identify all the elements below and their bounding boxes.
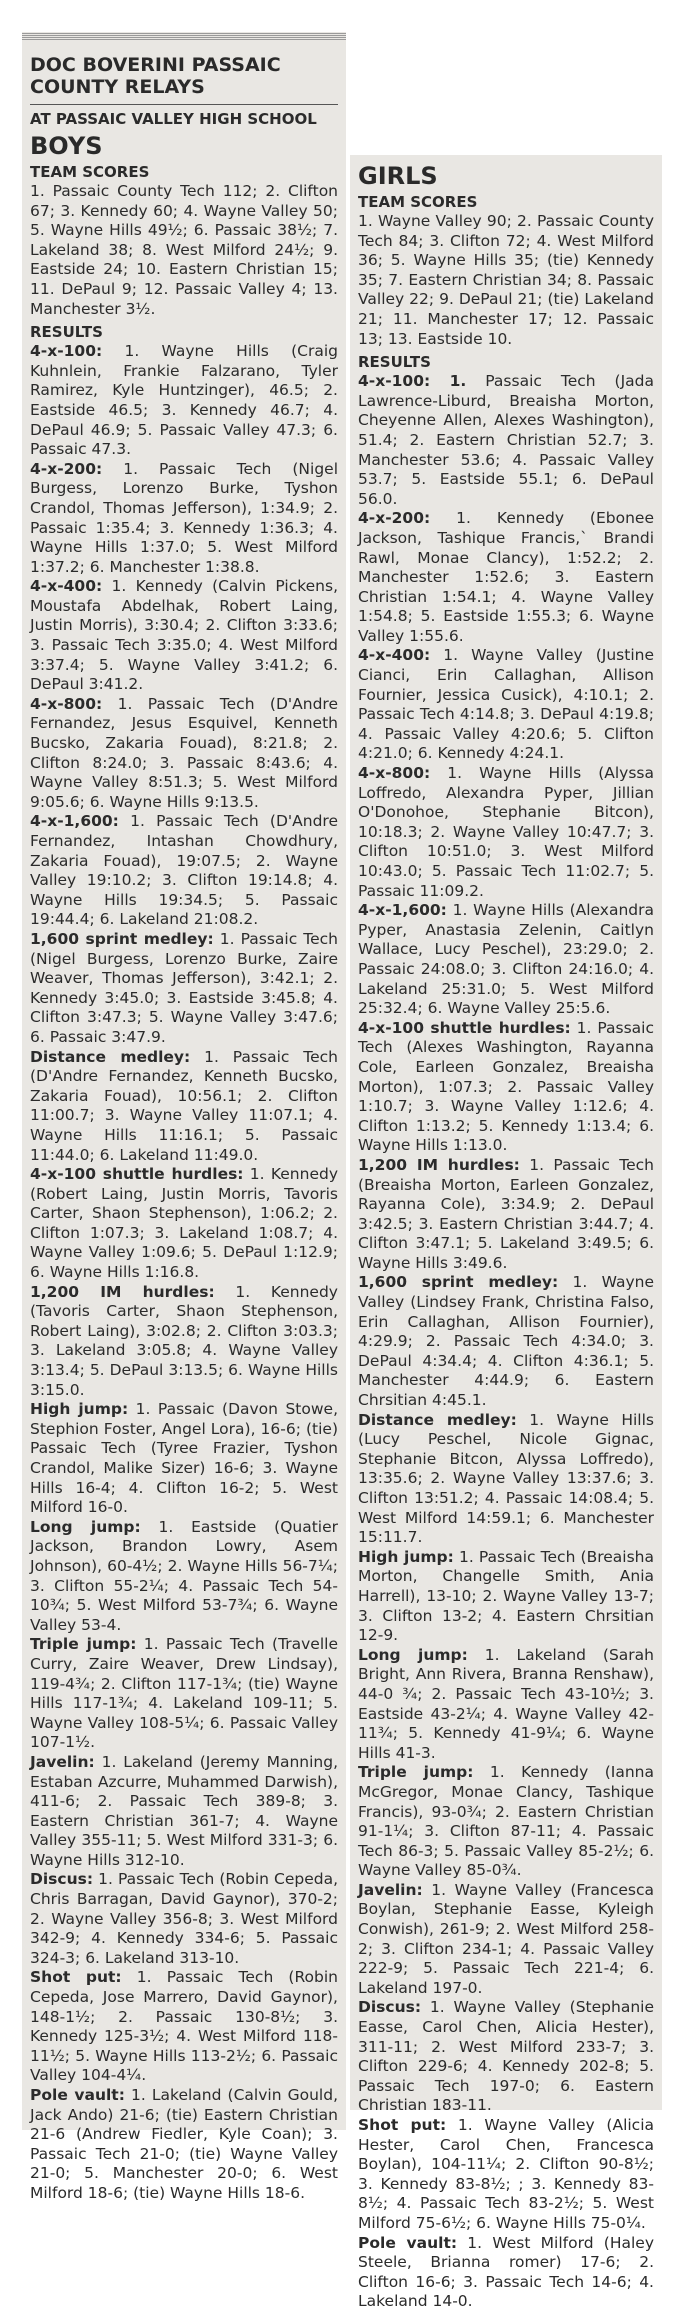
event-text: 1. Passaic Tech (Nigel Burgess, Lorenzo Burke, Tyshon Crandol, Thomas Jefferson), 1:34.9; 2. Passaic 1:35.4; 3. Kennedy 1:36.3; 4. Wayne Hills 1:37.0; 5. West Milford 1:37.2; 6. Manchester 1:38.8. xyxy=(30,459,338,576)
event-label: Shot put: xyxy=(30,1968,122,1987)
event-result xyxy=(358,1548,654,1646)
event-result xyxy=(358,1881,654,1999)
event-text: 1. Wayne Hills (Alyssa Loffredo, Alexandra Pyper, Jillian O'Donohoe, Stephanie Bitcon), 10:18.3; 2. Wayne Valley 10:47.7; 3. Clifton 10:51.0; 3. West Milford 10:43.0; 5. Passaic Tech 11:02.7; 5. Passaic 11:09.2. xyxy=(358,764,654,900)
event-text: 1. Lakeland (Sarah Bright, Ann Rivera, Branna Renshaw), 44-0 ¾; 2. Passaic Tech 43-10½; 3. Eastside 43-2¼; 4. Wayne Valley 42-11¾; 5. Kennedy 41-9¼; 6. Wayne Hills 41-3. xyxy=(358,1645,654,1762)
event-label: Javelin: xyxy=(358,1880,423,1899)
event-result xyxy=(30,342,338,460)
event-text: 1. Wayne Valley (Alicia Hester, Carol Chen, Francesca Boylan), 104-11¼; 2. Clifton 90-8½; 3. Kennedy 83-8½; ; 3. Kennedy 83-8½; 4. Passaic Tech 83-2½; 5. West Milford 75-6½; 6. Wayne Hills 75-0¼. xyxy=(358,2116,655,2232)
event-result xyxy=(30,1048,338,1166)
event-text: 1. Eastside (Quatier Jackson, Brandon Lowry, Asem Johnson), 60-4½; 2. Wayne Hills 56-7¼; 3. Clifton 55-2¼; 4. Passaic Tech 54-10¾; 5. West Milford 53-7¾; 6. Wayne Valley 53-4. xyxy=(30,1517,339,1634)
event-text: 1. Wayne Valley (Lindsey Frank, Christina Falso, Erin Callaghan, Allison Fournier), 4:29.9; 2. Passaic Tech 4:34.0; 3. DePaul 4:34.4; 4. Clifton 4:36.1; 5. Manchester 4:44.9; 6. Eastern Chrsitian 4:45.1. xyxy=(358,1273,654,1410)
event-result xyxy=(358,1273,654,1410)
event-label: Long jump: xyxy=(358,1645,468,1664)
event-text: 1. Passaic Tech (Travelle Curry, Zaire Weaver, Drew Lindsay), 119-4¾; 2. Clifton 117-1¾; (tie) Wayne Hills 117-1¾; 4. Lakeland 109-11; 5. Wayne Valley 108-5¼; 6. Passaic Valley 107-1½. xyxy=(30,1635,338,1752)
article-headline: DOC BOVERINI PASSAIC COUNTY RELAYS xyxy=(30,54,281,98)
event-text: 1. Kennedy (Calvin Pickens, Moustafa Abdelhak, Robert Laing, Justin Morris), 3:30.4; 2. Clifton 3:33.6; 3. Passaic Tech 3:35.0; 4. West Milford 3:37.4; 5. Wayne Valley 3:41.2; 6. DePaul 3:41.2. xyxy=(30,577,338,694)
event-label: 4-x-800: xyxy=(358,764,431,783)
event-text: 1. Wayne Valley (Francesca Boylan, Stephanie Easse, Kyleigh Conwish), 261-9; 2. West Milford 258-2; 3. Clifton 234-1; 4. Passaic Valley 222-9; 5. Passaic Tech 221-4; 6. Lakeland 197-0. xyxy=(358,1880,654,1997)
girls-section-title: GIRLS xyxy=(358,162,438,190)
girls-results-label: RESULTS xyxy=(358,353,431,372)
event-result xyxy=(358,509,654,646)
event-label: 4-x-100 shuttle hurdles: xyxy=(358,1018,571,1037)
event-label: 1,200 IM hurdles: xyxy=(30,1282,215,1301)
event-label: Long jump: xyxy=(30,1517,141,1536)
event-result xyxy=(30,1283,338,1401)
event-result xyxy=(358,1646,654,1764)
event-label: 4-x-800: xyxy=(30,694,103,713)
event-result xyxy=(30,577,338,695)
event-label: 4-x-100 shuttle hurdles: xyxy=(30,1165,244,1184)
event-text: 1. Passaic Tech (D'Andre Fernandez, Jesus Esquivel, Kenneth Bucsko, Zakaria Fouad), 8:21.8; 2. Clifton 8:24.0; 3. Passaic 8:43.6; 4. Wayne Valley 8:51.3; 5. West Milford 9:05.6; 6. Wayne Hills 9:13.5. xyxy=(30,694,338,811)
event-result xyxy=(30,1968,338,2086)
event-text: 1. Lakeland (Calvin Gould, Jack Ando) 21-6; (tie) Eastern Christian 21-6 (Andrew Fiedler, Kyle Coan); 3. Passaic Tech 21-0; (tie) Wayne Valley 21-0; 5. Manchester 20-0; 6. West Milford 18-6; (tie) Wayne Hills 18-6. xyxy=(30,2086,338,2202)
event-label: 4-x-200: xyxy=(358,509,431,528)
girls-team-scores: 1. Wayne Valley 90; 2. Passaic County Tech 84; 3. Clifton 72; 4. West Milford 36; 5. Wayne Hills 35; (tie) Kennedy 35; 7. Eastern Christian 34; 8. Passaic Valley 22; 9. DePaul 21; (tie) Lakeland 21; 11. Manchester 17; 12. Passaic 13; 13. Eastside 10. xyxy=(358,212,654,348)
event-label: 4-x-100: 1. xyxy=(358,372,467,391)
event-result xyxy=(30,2086,338,2204)
event-result xyxy=(358,1411,654,1548)
event-label: Triple jump: xyxy=(30,1635,137,1654)
event-label: Shot put: xyxy=(358,2116,447,2134)
event-text: 1. Passaic Tech (Breaisha Morton, Changelle Smith, Ania Harrell), 13-10; 2. Wayne Valley 13-7; 3. Clifton 13-2; 4. Eastern Chrsitian 12-9. xyxy=(358,1547,654,1645)
event-text: 1. Passaic (Davon Stowe, Stephion Foster, Angel Lora), 16-6; (tie) Passaic Tech (Tyree Frazier, Tyshon Crandol, Malike Sizer) 16-6; 3. Wayne Hills 16-4; 4. Clifton 16-2; 5. West Milford 16-0. xyxy=(30,1400,339,1517)
event-result xyxy=(358,1019,654,1156)
event-label: 4-x-1,600: xyxy=(358,901,447,920)
event-result xyxy=(358,2116,654,2234)
event-result xyxy=(30,1870,338,1968)
event-result xyxy=(30,1400,338,1518)
girls-team-scores-label: TEAM SCORES xyxy=(358,193,478,211)
event-text: 1. West Milford (Haley Steele, Brianna romer) 17-6; 2. Clifton 16-6; 3. Passaic Tech 14-6; 4. Lakeland 14-0. xyxy=(358,2233,654,2311)
event-result xyxy=(358,646,654,764)
event-label: Triple jump: xyxy=(358,1763,474,1782)
event-result xyxy=(358,1998,654,2116)
event-result xyxy=(30,695,338,813)
event-text: 1. Kennedy (Ianna McGregor, Monae Clancy, Tashique Francis), 93-0¾; 2. Eastern Christian 91-1¼; 3. Clifton 87-11; 4. Passaic Tech 86-3; 5. Passaic Valley 85-2½; 6. Wayne Valley 85-0¾. xyxy=(358,1763,654,1880)
event-text: 1. Lakeland (Jeremy Manning, Estaban Azcurre, Muhammed Darwish), 411-6; 2. Passaic Tech 389-8; 3. Eastern Christian 361-7; 4. Wayne Valley 355-11; 5. West Milford 331-3; 6. Wayne Hills 312-10. xyxy=(30,1752,338,1869)
event-label: Discus: xyxy=(30,1870,94,1889)
event-label: Distance medley: xyxy=(30,1047,191,1066)
event-text: 1. Passaic Tech (Robin Cepeda, Jose Marrero, David Gaynor), 148-1½; 2. Passaic 130-8½; 3. Kennedy 125-3½; 4. West Milford 118-11½; 5. Wayne Hills 113-2½; 6. Passaic Valley 104-4¼. xyxy=(30,1968,339,2085)
event-result xyxy=(30,1518,338,1636)
event-label: Javelin: xyxy=(30,1752,95,1771)
event-result xyxy=(30,1165,338,1283)
event-label: 4-x-400: xyxy=(30,577,103,596)
event-label: Distance medley: xyxy=(358,1410,517,1429)
event-label: High jump: xyxy=(30,1400,129,1419)
event-text: 1. Passaic Tech (Breaisha Morton, Earleen Gonzalez, Rayanna Cole), 3:34.9; 2. DePaul 3:42.5; 3. Eastern Christian 3:44.7; 4. Clifton 3:47.1; 5. Lakeland 3:49.5; 6. Wayne Hills 3:49.6. xyxy=(358,1155,654,1272)
event-label: 4-x-400: xyxy=(358,646,431,665)
boys-results-list xyxy=(30,342,338,2203)
event-text: 1. Passaic Tech (Alexes Washington, Rayanna Cole, Earleen Gonzalez, Breaisha Morton), 1:07.3; 2. Passaic Valley 1:10.7; 3. Wayne Valley 1:12.6; 4. Clifton 1:13.2; 5. Kennedy 1:13.4; 6. Wayne Hills 1:13.0. xyxy=(358,1018,654,1155)
boys-results-label: RESULTS xyxy=(30,323,103,342)
boys-section-title: BOYS xyxy=(30,132,103,160)
event-result xyxy=(358,2234,654,2312)
event-text: 1. Passaic Tech (Nigel Burgess, Lorenzo Burke, Zaire Weaver, Thomas Jefferson), 3:42.1; 2. Kennedy 3:45.0; 3. Eastside 3:45.8; 4. Clifton 3:47.3; 5. Wayne Valley 3:47.6; 6. Passaic 3:47.9. xyxy=(30,929,338,1046)
event-result xyxy=(358,372,654,509)
event-result xyxy=(30,460,338,578)
event-text: 1. Wayne Valley (Stephanie Easse, Carol Chen, Alicia Hester), 311-11; 2. West Milford 233-7; 3. Clifton 229-6; 4. Kennedy 202-8; 5. Passaic Tech 197-0; 6. Eastern Christian 183-11. xyxy=(358,1998,654,2115)
event-result xyxy=(30,812,338,930)
event-label: 4-x-100: xyxy=(30,342,103,361)
event-label: High jump: xyxy=(358,1547,454,1566)
event-result xyxy=(358,901,654,1019)
event-text: 1. Kennedy (Robert Laing, Justin Morris, Tavoris Carter, Shaon Stephenson), 1:06.2; 2. Clifton 1:07.3; 3. Lakeland 1:08.7; 4. Wayne Valley 1:09.6; 5. DePaul 1:12.9; 6. Wayne Hills 1:16.8. xyxy=(30,1165,338,1282)
event-text: 1. Passaic Tech (D'Andre Fernandez, Intashan Chowdhury, Zakaria Fouad), 19:07.5; 2. Wayne Valley 19:10.2; 3. Clifton 19:14.8; 4. Wayne Hills 19:34.5; 5. Passaic 19:44.4; 6. Lakeland 21:08.2. xyxy=(30,812,338,929)
event-text: Passaic Tech (Jada Lawrence-Liburd, Breaisha Morton, Cheyenne Allen, Alexes Washington), 51.4; 2. Eastern Christian 52.7; 3. Manchester 53.6; 4. Passaic Valley 53.7; 5. Eastside 55.1; 6. DePaul 56.0. xyxy=(358,372,654,508)
top-rule xyxy=(22,32,346,40)
event-text: 1. Wayne Hills (Alexandra Pyper, Anastasia Zelenin, Caitlyn Wallace, Lucy Peschel), 23:29.0; 2. Passaic 24:08.0; 3. Clifton 24:16.0; 4. Lakeland 25:31.0; 5. West Milford 25:32.4; 6. Wayne Valley 25:5.6. xyxy=(358,901,654,1018)
event-result xyxy=(30,1635,338,1753)
event-label: 4-x-200: xyxy=(30,459,103,478)
event-label: Pole vault: xyxy=(30,2086,125,2104)
event-text: 1. Passaic Tech (D'Andre Fernandez, Kenneth Bucsko, Zakaria Fouad), 10:56.1; 2. Clifton 11:00.7; 3. Wayne Valley 11:07.1; 4. Wayne Hills 11:16.1; 5. Passaic 11:44.0; 6. Lakeland 11:49.0. xyxy=(30,1047,338,1164)
event-label: 4-x-1,600: xyxy=(30,812,119,831)
event-text: 1. Kennedy (Ebonee Jackson, Tashique Francis,` Brandi Rawl, Monae Clancy), 1:52.2; 2. Manchester 1:52.6; 3. Eastern Christian 1:54.1; 4. Wayne Valley 1:54.8; 5. Eastside 1:55.3; 6. Wayne Valley 1:55.6. xyxy=(358,509,654,645)
event-result xyxy=(358,1156,654,1274)
event-text: 1. Wayne Valley (Justine Cianci, Erin Callaghan, Allison Fournier, Jessica Cusick), 4:10.1; 2. Passaic Tech 4:14.8; 3. DePaul 4:19.8; 4. Passaic Valley 4:20.6; 5. Clifton 4:21.0; 6. Kennedy 4:24.1. xyxy=(358,646,654,763)
event-label: Discus: xyxy=(358,1998,422,2017)
girls-results-list xyxy=(358,372,654,2312)
event-result xyxy=(30,930,338,1048)
boys-column xyxy=(22,32,346,2202)
event-label: Pole vault: xyxy=(358,2233,458,2252)
event-text: 1. Wayne Hills (Craig Kuhnlein, Frankie Falzarano, Tyler Ramirez, Kyle Huntzinger), 46.5; 2. Eastside 46.5; 3. Kennedy 46.7; 4. DePaul 46.9; 5. Passaic Valley 47.3; 6. Passaic 47.3. xyxy=(30,342,338,459)
event-result xyxy=(358,764,654,901)
event-result xyxy=(30,1753,338,1871)
boys-team-scores: 1. Passaic County Tech 112; 2. Clifton 67; 3. Kennedy 60; 4. Wayne Valley 50; 5. Wayne Hills 49½; 6. Passaic 38½; 7. Lakeland 38; 8. West Milford 24½; 9. Eastside 24; 10. Eastern Christian 15; 11. DePaul 9; 12. Passaic Valley 4; 13. Manchester 3½. xyxy=(30,182,338,318)
article-venue: AT PASSAIC VALLEY HIGH SCHOOL xyxy=(30,104,338,129)
event-label: 1,600 sprint medley: xyxy=(30,929,214,948)
event-text: 1. Kennedy (Tavoris Carter, Shaon Stephenson, Robert Laing), 3:02.8; 2. Clifton 3:03.3; 3. Lakeland 3:05.8; 4. Wayne Valley 3:13.4; 5. DePaul 3:13.5; 6. Wayne Hills 3:15.0. xyxy=(30,1282,338,1399)
event-text: 1. Passaic Tech (Robin Cepeda, Chris Barragan, David Gaynor), 370-2; 2. Wayne Valley 356-8; 3. West Milford 342-9; 4. Kennedy 334-6; 5. Passaic 324-3; 6. Lakeland 313-10. xyxy=(30,1870,338,1967)
event-label: 1,200 IM hurdles: xyxy=(358,1155,520,1174)
event-label: 1,600 sprint medley: xyxy=(358,1273,559,1292)
girls-column xyxy=(350,155,662,2311)
event-result xyxy=(358,1763,654,1881)
boys-team-scores-label: TEAM SCORES xyxy=(30,163,150,181)
event-text: 1. Wayne Hills (Lucy Peschel, Nicole Gignac, Stephanie Bitcon, Alyssa Loffredo), 13:35.6; 2. Wayne Valley 13:37.6; 3. Clifton 13:51.2; 4. Passaic 14:08.4; 5. West Milford 14:59.1; 6. Manchester 15:11.7. xyxy=(358,1410,654,1547)
